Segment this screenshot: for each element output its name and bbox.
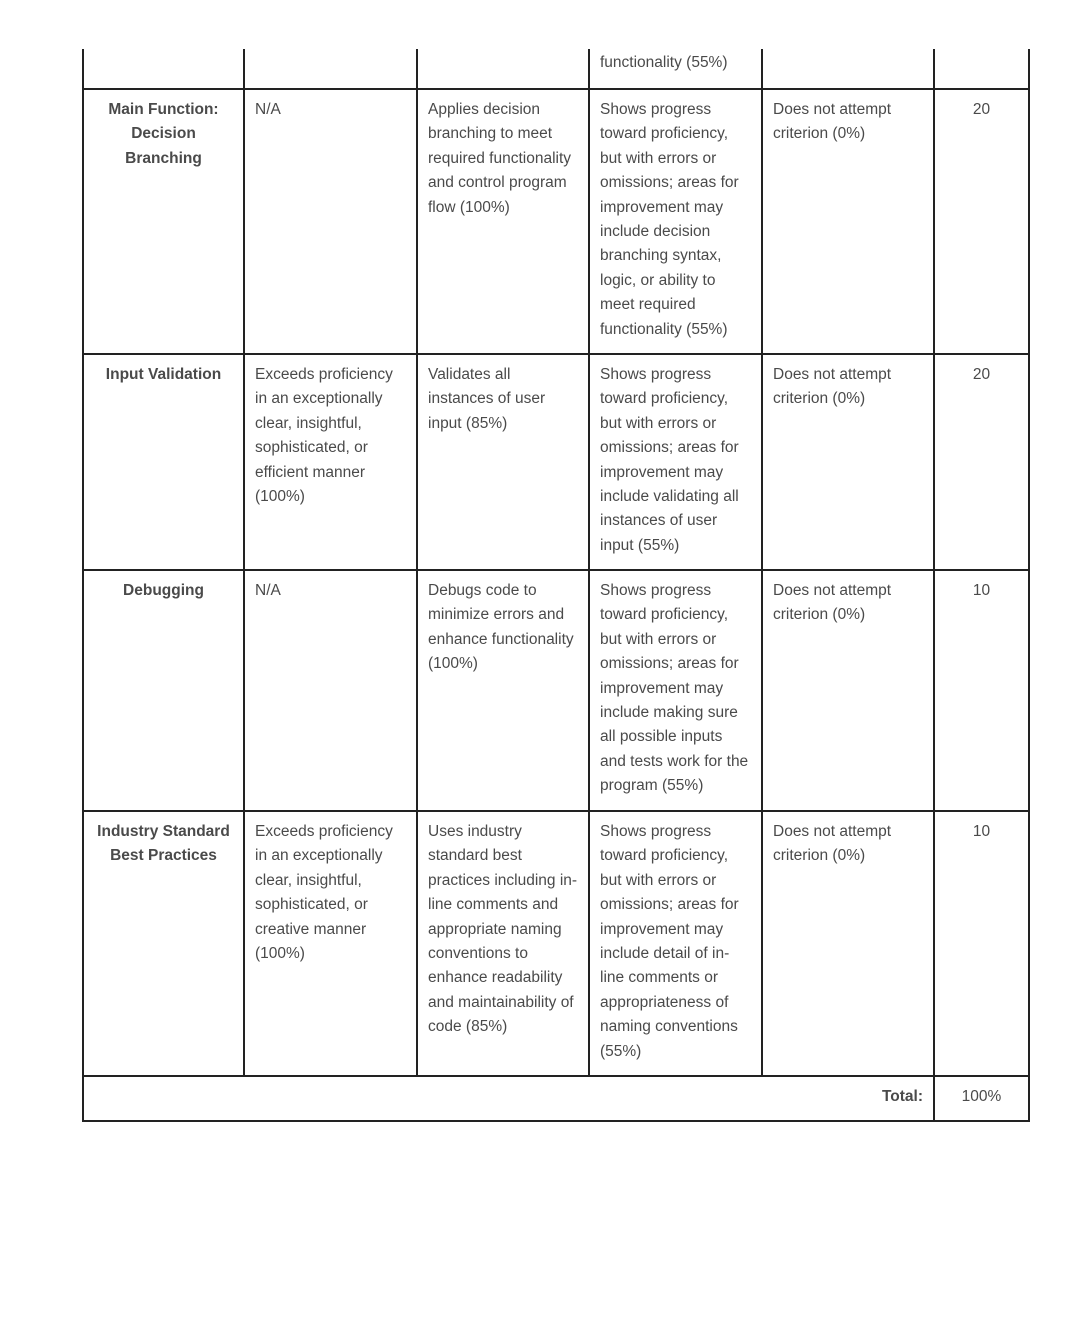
needs-improvement-cell: Shows progress toward proficiency, but with errors or omissions; areas for improvement may include validating all instances of user input (55%) [589, 354, 762, 570]
value-cell [934, 49, 1029, 89]
criterion-label-line1: Main Function: [108, 101, 219, 118]
criterion-cell [83, 811, 244, 1076]
criterion-label-line1: Industry Standard [97, 823, 230, 840]
needs-improvement-cell: functionality (55%) [589, 49, 762, 89]
total-value: 100% [934, 1076, 1029, 1121]
proficient-cell [417, 49, 589, 89]
needs-improvement-cell: Shows progress toward proficiency, but with errors or omissions; areas for improvement may include making sure all possible inputs and tests work for the program (55%) [589, 570, 762, 811]
table-row-input-validation [83, 354, 1029, 570]
table-row-decision-branching [83, 89, 1029, 354]
value-cell: 20 [934, 89, 1029, 354]
value-cell: 10 [934, 570, 1029, 811]
not-evident-cell: Does not attempt criterion (0%) [762, 89, 934, 354]
criterion-cell [83, 570, 244, 811]
exemplary-cell: N/A [244, 89, 417, 354]
table-row-total [83, 1076, 1029, 1121]
not-evident-cell: Does not attempt criterion (0%) [762, 354, 934, 570]
proficient-cell: Debugs code to minimize errors and enhance functionality (100%) [417, 570, 589, 811]
criterion-label-line2: Decision Branching [125, 125, 202, 167]
exemplary-cell [244, 49, 417, 89]
not-evident-cell [762, 49, 934, 89]
proficient-cell: Uses industry standard best practices including in-line comments and appropriate naming conventions to enhance readability and maintainability of code (85%) [417, 811, 589, 1076]
table-row-partial [83, 49, 1029, 89]
criterion-cell [83, 49, 244, 89]
proficient-cell: Validates all instances of user input (85%) [417, 354, 589, 570]
needs-improvement-cell: Shows progress toward proficiency, but with errors or omissions; areas for improvement may include decision branching syntax, logic, or ability to meet required functionality (55%) [589, 89, 762, 354]
value-cell: 20 [934, 354, 1029, 570]
criterion-label-line2: Best Practices [110, 847, 217, 865]
needs-improvement-cell: Shows progress toward proficiency, but with errors or omissions; areas for improvement may include detail of in-line comments or appropriateness of naming conventions (55%) [589, 811, 762, 1076]
exemplary-cell: Exceeds proficiency in an exceptionally clear, insightful, sophisticated, or creative manner (100%) [244, 811, 417, 1076]
criterion-cell [83, 354, 244, 570]
not-evident-cell: Does not attempt criterion (0%) [762, 570, 934, 811]
exemplary-cell: Exceeds proficiency in an exceptionally clear, insightful, sophisticated, or efficient manner (100%) [244, 354, 417, 570]
exemplary-cell: N/A [244, 570, 417, 811]
not-evident-cell: Does not attempt criterion (0%) [762, 811, 934, 1076]
rubric-table [82, 49, 1030, 1122]
total-label: Total: [83, 1076, 934, 1121]
table-row-best-practices [83, 811, 1029, 1076]
table-row-debugging [83, 570, 1029, 811]
value-cell: 10 [934, 811, 1029, 1076]
criterion-label-line1: Input Validation [105, 366, 222, 383]
proficient-cell: Applies decision branching to meet required functionality and control program flow (100%) [417, 89, 589, 354]
criterion-cell [83, 89, 244, 354]
criterion-label-line1: Debugging [123, 582, 204, 599]
